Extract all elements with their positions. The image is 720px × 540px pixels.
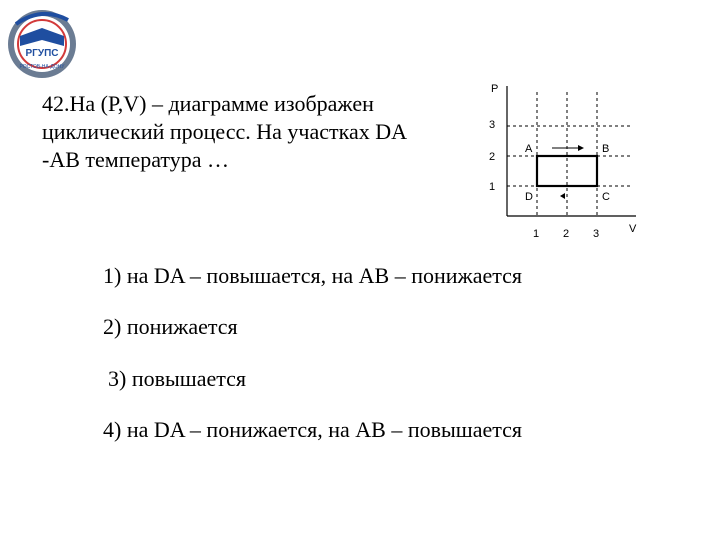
point-d-label: D xyxy=(525,191,533,203)
question-line-2: циклический процесс. На участках DA xyxy=(42,119,408,144)
question-line-1: 42.На (P,V) – диаграмме изображен xyxy=(42,91,374,116)
pv-diagram xyxy=(478,78,648,248)
v-tick-1: 1 xyxy=(533,228,540,240)
arrow-ab-head xyxy=(578,145,584,151)
answer-option-4[interactable]: 4) на DA – понижается, на АВ – повышается xyxy=(103,417,523,442)
university-emblem-icon xyxy=(2,2,82,82)
p-tick-3: 3 xyxy=(489,119,496,131)
arrow-dc-head xyxy=(560,193,565,199)
emblem-ring-text: РОСТОВ-НА-ДОНУ xyxy=(19,64,65,70)
v-tick-3: 3 xyxy=(593,228,600,240)
p-tick-1: 1 xyxy=(489,181,496,193)
point-c-label: C xyxy=(602,191,610,203)
emblem-abbreviation: РГУПС xyxy=(25,48,59,59)
point-b-label: B xyxy=(602,143,610,155)
v-tick-2: 2 xyxy=(563,228,570,240)
p-tick-2: 2 xyxy=(489,151,496,163)
point-a-label: A xyxy=(525,143,533,155)
v-axis-label: V xyxy=(629,223,637,235)
answer-option-1[interactable]: 1) на DA – повышается, на АВ – понижается xyxy=(103,263,523,288)
answer-option-2[interactable]: 2) понижается xyxy=(103,314,238,339)
p-axis-label: P xyxy=(491,83,499,95)
question-line-3: -АВ температура … xyxy=(42,147,230,172)
answer-option-3[interactable]: 3) повышается xyxy=(108,366,247,391)
question-text xyxy=(42,90,502,174)
